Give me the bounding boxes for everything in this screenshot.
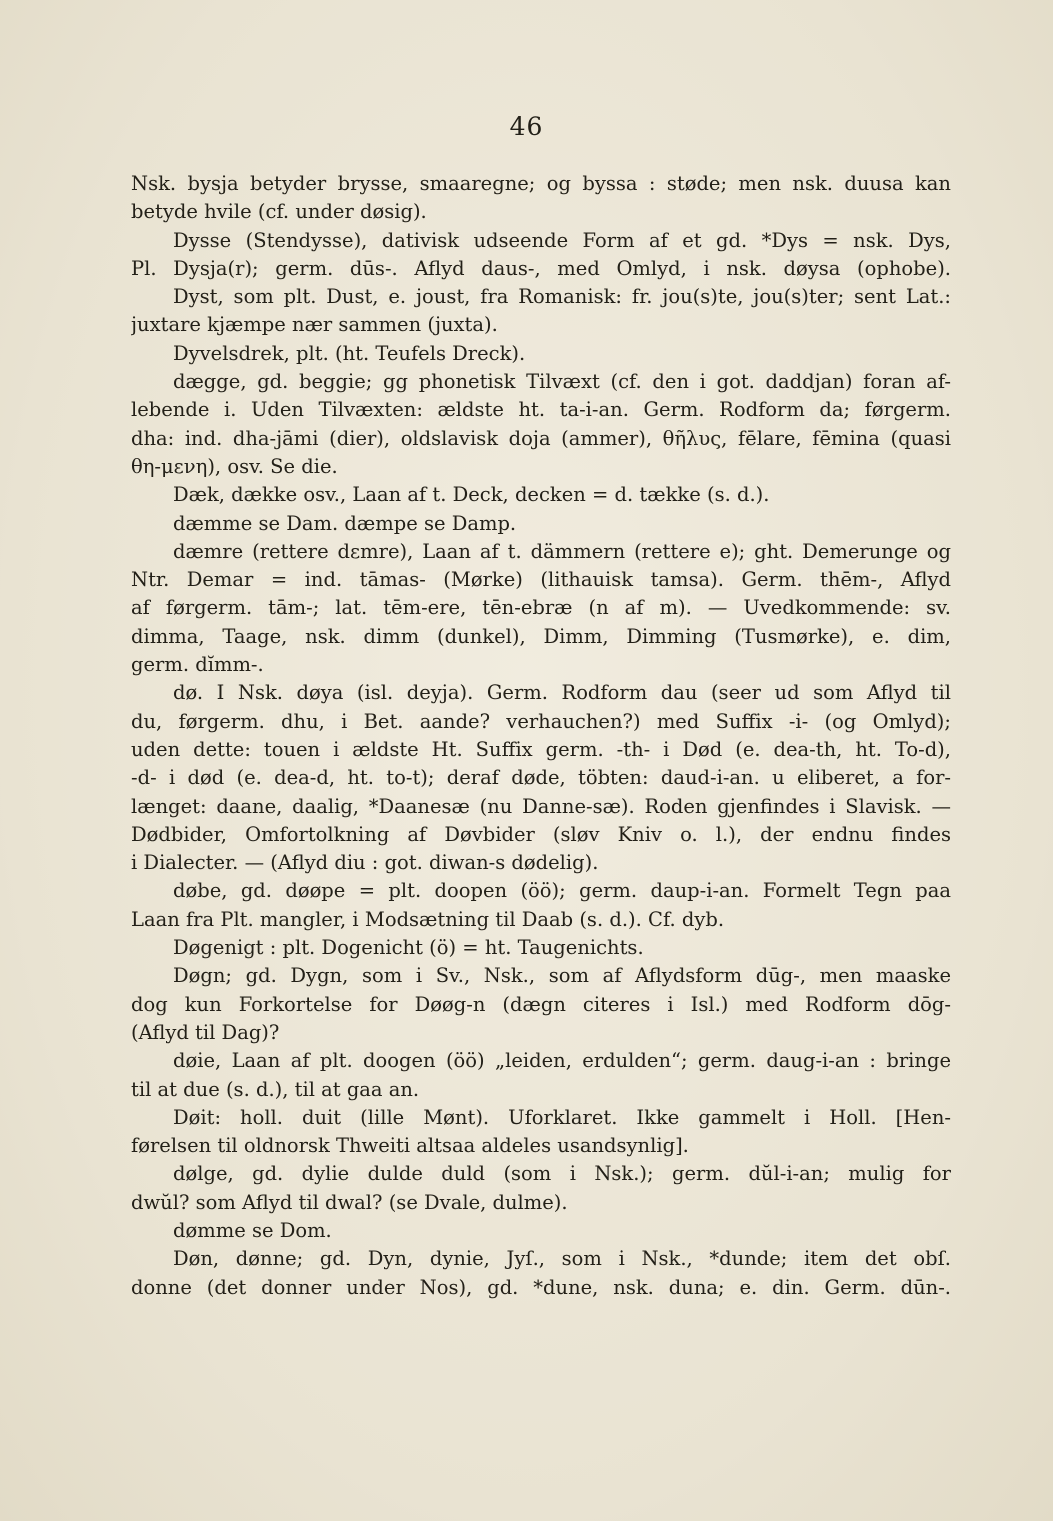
- text-line: dæmme se Dam. dæmpe se Damp.: [173, 511, 517, 535]
- text-line: germ. dĭmm-.: [131, 653, 264, 677]
- text-line: dø. I Nsk. døya (isl. deyja). Germ. Rodform dau (seer ud som Aflyd til: [173, 681, 951, 705]
- text-line: dæmre (rettere dεmre), Laan af t. dämmern (rettere e); ght. Demerunge og: [173, 539, 951, 563]
- text-line: Dødbider, Omfortolkning af Døvbider (sløv Kniv o. l.), der endnu findes: [131, 822, 951, 846]
- text-line: døbe, gd. døøpe = plt. doopen (öö); germ. daup-i-an. Formelt Tegn paa: [173, 879, 951, 903]
- text-line: af førgerm. tām-; lat. tēm-ere, tēn-ebræ (n af m). — Uvedkommende: sv.: [131, 596, 951, 620]
- text-line: betyde hvile (cf. under døsig).: [131, 200, 427, 224]
- text-line: dha: ind. dha-jāmi (dier), oldslavisk doja (ammer), θῆλυς, fēlare, fēmina (quasi: [131, 426, 951, 450]
- text-line: døie, Laan af plt. doogen (öö) „leiden, erdulden“; germ. daug-i-an : bringe: [173, 1049, 951, 1073]
- text-line: Dyst, som plt. Dust, e. joust, fra Romanisk: fr. jou(s)te, jou(s)ter; sent Lat.:: [173, 285, 951, 309]
- text-line: uden dette: touen i ældste Ht. Suffix germ. -th- i Død (e. dea-th, ht. To-d),: [131, 737, 951, 761]
- text-line: Døn, dønne; gd. Dyn, dynie, Jyſ., som i Nsk., *dunde; item det obſ.: [173, 1247, 951, 1271]
- page-number: 46: [509, 112, 544, 141]
- text-line: dog kun Forkortelse for Døøg-n (dægn citeres i Isl.) med Rodform dōg-: [131, 992, 951, 1016]
- text-line: Døgn; gd. Dygn, som i Sv., Nsk., som af Aflydsform dūg-, men maaske: [173, 964, 951, 988]
- text-line: dægge, gd. beggie; gg phonetisk Tilvæxt (cf. den i got. daddjan) foran af-: [173, 370, 951, 394]
- text-line: dimma, Taage, nsk. dimm (dunkel), Dimm, Dimming (Tusmørke), e. dim,: [131, 624, 951, 648]
- text-line: -d- i død (e. dea-d, ht. to-t); deraf døde, töbten: daud-i-an. u eliberet, a for-: [131, 766, 951, 790]
- text-line: dømme se Dom.: [173, 1218, 332, 1242]
- text-line: dølge, gd. dylie dulde duld (som i Nsk.); germ. dŭl-i-an; mulig for: [173, 1162, 951, 1186]
- text-line: Dyvelsdrek, plt. (ht. Teufels Dreck).: [173, 341, 526, 365]
- text-line: Dæk, dække osv., Laan af t. Deck, decken = d. tække (s. d.).: [173, 483, 770, 507]
- text-line: Nsk. bysja betyder brysse, smaaregne; og byssa : støde; men nsk. duusa kan: [131, 172, 951, 195]
- text-line: Dysse (Stendysse), dativisk udseende Form af et gd. *Dys = nsk. Dys,: [173, 228, 951, 252]
- text-line: Døit: holl. duit (lille Mønt). Uforklaret. Ikke gammelt i Holl. [Hen-: [173, 1105, 951, 1129]
- text-line: lebende i. Uden Tilvæxten: ældste ht. ta-i-an. Germ. Rodform da; førgerm.: [131, 398, 951, 422]
- body-text: [131, 170, 951, 1302]
- text-line: juxtare kjæmpe nær sammen (juxta).: [131, 313, 498, 337]
- text-line: i Dialecter. — (Aflyd diu : got. diwan-s dødelig).: [131, 851, 599, 875]
- text-line: (Aflyd til Dag)?: [131, 1020, 280, 1044]
- text-line: Ntr. Demar = ind. tāmas- (Mørke) (lithauisk tamsa). Germ. thēm-, Aflyd: [131, 568, 951, 592]
- text-line: donne (det donner under Nos), gd. *dune, nsk. duna; e. din. Germ. dūn-.: [131, 1275, 951, 1299]
- text-line: Døgenigt : plt. Dogenicht (ö) = ht. Taugenichts.: [173, 936, 644, 960]
- text-line: førelsen til oldnorsk Thweiti altsaa aldeles usandsynlig].: [131, 1134, 689, 1158]
- text-line: θη-μενη), osv. Se die.: [131, 454, 338, 478]
- text-line: Pl. Dysja(r); germ. dūs-. Aflyd daus-, med Omlyd, i nsk. døysa (ophobe).: [131, 256, 951, 280]
- text-line: til at due (s. d.), til at gaa an.: [131, 1077, 420, 1101]
- text-line: Laan fra Plt. mangler, i Modsætning til Daab (s. d.). Cf. dyb.: [131, 907, 725, 931]
- text-line: dwŭl? som Aflyd til dwal? (se Dvale, dulme).: [131, 1190, 568, 1214]
- text-line: du, førgerm. dhu, i Bet. aande? verhauchen?) med Suffix -i- (og Omlyd);: [131, 709, 951, 733]
- text-line: længet: daane, daalig, *Daanesæ (nu Danne-sæ). Roden gjenfindes i Slavisk. —: [131, 794, 951, 818]
